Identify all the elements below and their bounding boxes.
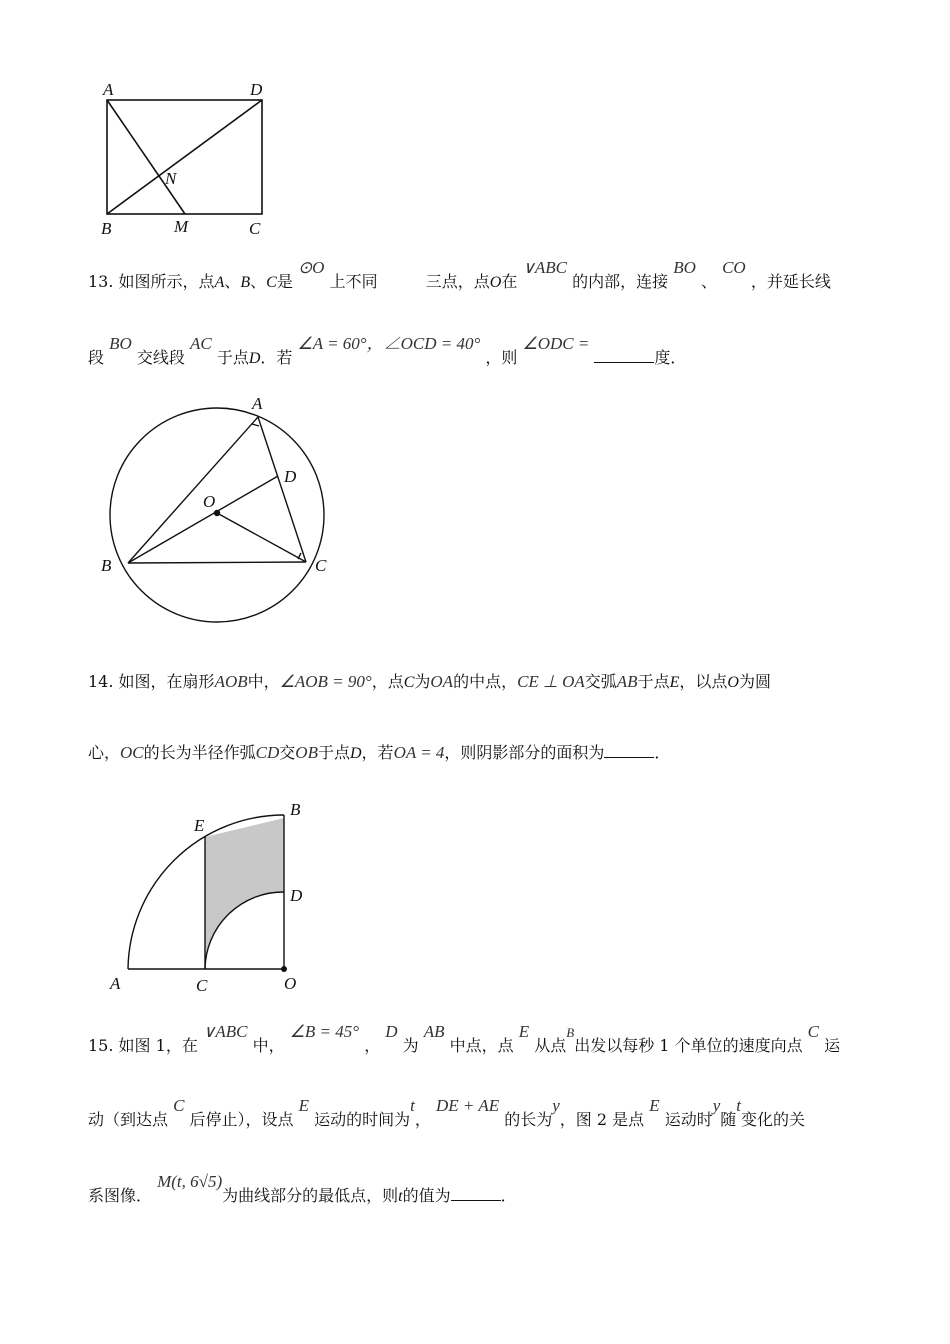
q13-number: 13. — [88, 272, 114, 291]
angle-mark-A — [252, 424, 259, 426]
answer-blank[interactable] — [451, 1186, 501, 1201]
shaded-region — [205, 818, 284, 969]
q15-line3: 系图像． M(t, 6√5)为曲线部分的最低点，则t的值为 ． — [88, 1172, 517, 1205]
q15-line2: 动（到达点 C 后停止），设点 E 运动的时间为t， DE + AE 的长为y，图 2 是点 E 运动时y随t变化的关 — [88, 1096, 806, 1129]
label-A: A — [103, 80, 114, 99]
label-C: C — [315, 556, 327, 575]
label-M: M — [174, 217, 189, 236]
segment-BD — [107, 100, 262, 214]
segment-AM — [107, 100, 185, 214]
label-A: A — [252, 394, 263, 413]
q15-number: 15. — [88, 1036, 114, 1055]
label-N: N — [165, 169, 177, 188]
center-point-O — [281, 966, 287, 972]
figure-rectangle — [95, 78, 285, 243]
q13-line2: 段 BO 交线段 AC 于点D．若 ∠A = 60°，∠OCD = 40° ，则 ∠ODC = 度． — [88, 334, 687, 367]
label-B: B — [101, 556, 112, 575]
q14-line1: 14. 如图，在扇形AOB中，∠AOB = 90°，点C为OA的中点，CE ⊥ OA交弧AB于点E，以点O为圆 — [88, 672, 771, 691]
label-O: O — [284, 974, 297, 993]
label-C: C — [249, 219, 261, 238]
label-B: B — [101, 219, 112, 238]
label-B: B — [290, 800, 301, 819]
q14-number: 14. — [88, 672, 114, 691]
label-A: A — [110, 974, 121, 993]
q14-line2: 心，OC的长为半径作弧CD交OB于点D，若OA = 4，则阴影部分的面积为 ． — [88, 743, 671, 762]
answer-blank[interactable] — [594, 348, 654, 363]
segment-AB — [128, 417, 258, 563]
answer-blank[interactable] — [604, 743, 654, 758]
label-D: D — [290, 886, 303, 905]
label-D: D — [284, 467, 297, 486]
label-O: O — [203, 492, 216, 511]
q15-line1: 15. 如图 1，在 ∨ABC 中， ∠B = 45° ， D 为 AB 中点，点 E 从点$^B$出发以每秒 1 个单位的速度向点 C 运 — [88, 1022, 841, 1055]
figure-sector — [100, 795, 325, 1000]
q13-line1: 13. 如图所示，点A、B、C是 ⊙O 上不同 三点，点O在 ∨ABC 的内部，连接 BO 、 CO ，并延长线 — [88, 258, 831, 291]
segment-BC — [128, 562, 306, 563]
segment-BD — [128, 476, 278, 563]
label-C: C — [196, 976, 208, 995]
label-E: E — [194, 816, 205, 835]
figure-circle — [95, 390, 340, 625]
label-D: D — [250, 80, 263, 99]
